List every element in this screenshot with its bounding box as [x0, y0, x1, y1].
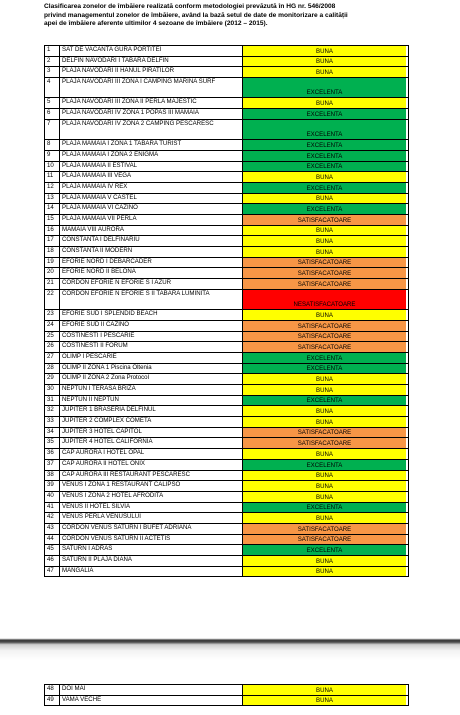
table-row — [45, 225, 408, 236]
table-row — [45, 363, 408, 374]
row-number: 31 — [45, 396, 60, 406]
zone-name: PLAJA MAMAIA I ZONA 2 ENIGMA — [60, 151, 243, 161]
heading-line-1: Clasificarea zonelor de îmbăiere realizată conform metodologiei prevăzută în HG nr. 546/2008 — [44, 3, 336, 10]
zone-name: OLIMP II ZONA 1 Piscina Oltenia — [60, 364, 243, 374]
row-number: 12 — [45, 183, 60, 193]
table-row — [45, 119, 408, 139]
table-row — [45, 66, 408, 77]
classification-status: BUNA — [243, 406, 406, 416]
row-number: 44 — [45, 535, 60, 545]
zone-name: CAP AURORA III RESTAURANT PESCARESC — [60, 471, 243, 481]
classification-status: BUNA — [243, 449, 406, 459]
zone-name: EFORIE NORD I DEBARCADER — [60, 258, 243, 268]
row-number: 30 — [45, 385, 60, 395]
table-row — [45, 193, 408, 204]
zone-name: VAMA VECHE — [60, 696, 243, 706]
zone-name: DELFIN NAVODARI I TABARA DELFIN — [60, 57, 243, 67]
zone-name: NEPTUN I TERASA BRIZA — [60, 385, 243, 395]
row-number: 38 — [45, 471, 60, 481]
classification-status: SATISFACATOARE — [243, 268, 406, 278]
zone-name: NEPTUN II NEPTUN — [60, 396, 243, 406]
zone-name: CONSTANTA II MODERN — [60, 247, 243, 257]
classification-status: BUNA — [243, 57, 406, 67]
bathing-zones-table — [44, 45, 409, 577]
classification-status: BUNA — [243, 492, 406, 502]
classification-status: EXCELENTA — [243, 396, 406, 406]
zone-name: VENUS PERLA VENUSULUI — [60, 513, 243, 523]
row-number: 40 — [45, 492, 60, 502]
table-row — [45, 523, 408, 534]
classification-status: SATISFACATOARE — [243, 215, 406, 225]
row-number: 49 — [45, 696, 60, 706]
table-row — [45, 97, 408, 108]
row-number: 10 — [45, 162, 60, 172]
zone-name: PLAJA NAVODARI IV ZONA 2 CAMPING PESCARESC — [60, 120, 243, 139]
row-number: 47 — [45, 567, 60, 577]
table-row — [45, 384, 408, 395]
table-row — [45, 427, 408, 438]
zone-name: OLIMP II ZONA 2 Zona Protocol — [60, 374, 243, 384]
row-number: 45 — [45, 545, 60, 555]
row-number: 24 — [45, 321, 60, 331]
row-number: 42 — [45, 513, 60, 523]
zone-name: PLAJA MAMAIA II ESTIVAL — [60, 162, 243, 172]
table-row — [45, 235, 408, 246]
zone-name: CORDON EFORIE N EFORIE S II TABARA LUMINITA — [60, 290, 243, 309]
zone-name: MAMAIA VIII AURORA — [60, 226, 243, 236]
row-number: 4 — [45, 78, 60, 97]
row-number: 11 — [45, 172, 60, 182]
classification-status: EXCELENTA — [243, 162, 406, 172]
zone-name: SATURN I ADRAS — [60, 545, 243, 555]
row-number: 46 — [45, 556, 60, 566]
zone-name: CAP AURORA II HOTEL ONIX — [60, 460, 243, 470]
row-number: 13 — [45, 194, 60, 204]
zone-name: EFORIE SUD II CAZINO — [60, 321, 243, 331]
table-row — [45, 150, 408, 161]
zone-name: CORDON EFORIE N EFORIE S I AZUR — [60, 279, 243, 289]
row-number: 34 — [45, 428, 60, 438]
row-number: 43 — [45, 524, 60, 534]
classification-status: BUNA — [243, 567, 406, 577]
classification-status: BUNA — [243, 46, 406, 56]
row-number: 20 — [45, 268, 60, 278]
row-number: 33 — [45, 417, 60, 427]
table-row — [45, 46, 408, 56]
classification-status: BUNA — [243, 194, 406, 204]
heading-line-2: privind managementul zonelor de îmbăiere, având la bază setul de date de monitorizare a calității — [44, 11, 348, 19]
row-number: 14 — [45, 204, 60, 214]
classification-status: EXCELENTA — [243, 140, 406, 150]
zone-name: JUPITER 3 HOTEL CAPITOL — [60, 428, 243, 438]
zone-name: CORDON VENUS SATURN II ACTETIS — [60, 535, 243, 545]
classification-status: EXCELENTA — [243, 109, 406, 119]
zone-name: SATURN II PLAJA DIANA — [60, 556, 243, 566]
row-number: 15 — [45, 215, 60, 225]
zone-name: EFORIE SUD I SPLENDID BEACH — [60, 310, 243, 320]
row-number: 29 — [45, 374, 60, 384]
row-number: 5 — [45, 98, 60, 108]
classification-status: SATISFACATOARE — [243, 438, 406, 448]
table-row — [45, 171, 408, 182]
zone-name: VENUS II HOTEL SILVIA — [60, 503, 243, 513]
classification-status: BUNA — [243, 374, 406, 384]
zone-name: CORDON VENUS SATURN I BUFET ADRIANA — [60, 524, 243, 534]
classification-status: EXCELENTA — [243, 503, 406, 513]
zone-name: CAP AURORA I HOTEL OPAL — [60, 449, 243, 459]
table-row — [45, 331, 408, 342]
zone-name: CONSTANTA I DELFINARIU — [60, 236, 243, 246]
classification-status: BUNA — [243, 247, 406, 257]
table-row — [45, 416, 408, 427]
zone-name: PLAJA NAVODARI III ZONA I CAMPING MARINA SURF — [60, 78, 243, 97]
row-number: 48 — [45, 685, 60, 695]
classification-status: BUNA — [243, 471, 406, 481]
row-number: 1 — [45, 46, 60, 56]
table-row — [45, 309, 408, 320]
classification-status: BUNA — [243, 236, 406, 246]
row-number: 17 — [45, 236, 60, 246]
row-number: 7 — [45, 120, 60, 139]
bathing-zones-table-continued — [44, 684, 409, 706]
table-row — [45, 341, 408, 352]
table-row — [45, 257, 408, 268]
row-number: 28 — [45, 364, 60, 374]
classification-status: BUNA — [243, 513, 406, 523]
row-number: 6 — [45, 109, 60, 119]
classification-status: SATISFACATOARE — [243, 342, 406, 352]
classification-status: SATISFACATOARE — [243, 321, 406, 331]
row-number: 3 — [45, 67, 60, 77]
zone-name: PLAJA MAMAIA V CASTEL — [60, 194, 243, 204]
zone-name: PLAJA NAVODARI III ZONA II PERLA MAJESTIC — [60, 98, 243, 108]
table-row — [45, 108, 408, 119]
table-row — [45, 695, 408, 706]
table-row — [45, 470, 408, 481]
classification-status: EXCELENTA — [243, 120, 406, 139]
classification-status: BUNA — [243, 172, 406, 182]
zone-name: PLAJA NAVODARI II HANUL PIRATILOR — [60, 67, 243, 77]
classification-status: NESATISFACATOARE — [243, 290, 406, 309]
table-row — [45, 246, 408, 257]
row-number: 35 — [45, 438, 60, 448]
table-row — [45, 480, 408, 491]
table-row — [45, 352, 408, 363]
zone-name: COSTINESTI I PESCARIE — [60, 332, 243, 342]
zone-name: PLAJA MAMAIA VI CAZINO — [60, 204, 243, 214]
row-number: 21 — [45, 279, 60, 289]
table-row — [45, 512, 408, 523]
table-row — [45, 320, 408, 331]
table-row — [45, 214, 408, 225]
row-number: 36 — [45, 449, 60, 459]
zone-name: JUPITER 4 HOTEL CALIFORNIA — [60, 438, 243, 448]
table-row — [45, 491, 408, 502]
row-number: 23 — [45, 310, 60, 320]
table-row — [45, 448, 408, 459]
table-row — [45, 267, 408, 278]
row-number: 27 — [45, 353, 60, 363]
zone-name: PLAJA MAMAIA III VEGA — [60, 172, 243, 182]
classification-status: SATISFACATOARE — [243, 524, 406, 534]
table-row — [45, 566, 408, 577]
classification-status: BUNA — [243, 310, 406, 320]
table-row — [45, 77, 408, 97]
table-row — [45, 278, 408, 289]
classification-status: BUNA — [243, 696, 406, 706]
row-number: 25 — [45, 332, 60, 342]
classification-status: BUNA — [243, 481, 406, 491]
table-row — [45, 685, 408, 695]
classification-status: BUNA — [243, 98, 406, 108]
classification-status: EXCELENTA — [243, 460, 406, 470]
page-break-shadow — [0, 628, 460, 660]
classification-status: EXCELENTA — [243, 183, 406, 193]
row-number: 9 — [45, 151, 60, 161]
classification-status: BUNA — [243, 385, 406, 395]
classification-status: BUNA — [243, 417, 406, 427]
classification-status: SATISFACATOARE — [243, 332, 406, 342]
classification-status: BUNA — [243, 226, 406, 236]
zone-name: PLAJA MAMAIA I ZONA 1 TABARA TURIST — [60, 140, 243, 150]
table-row — [45, 502, 408, 513]
zone-name: EFORIE NORD II BELONA — [60, 268, 243, 278]
classification-status: EXCELENTA — [243, 78, 406, 97]
classification-status: SATISFACATOARE — [243, 428, 406, 438]
zone-name: MANGALIA — [60, 567, 243, 577]
zone-name: VENUS I ZONA 1 RESTAURANT CALIPSO — [60, 481, 243, 491]
classification-status: BUNA — [243, 685, 406, 695]
table-row — [45, 555, 408, 566]
row-number: 19 — [45, 258, 60, 268]
classification-status: EXCELENTA — [243, 353, 406, 363]
table-row — [45, 161, 408, 172]
row-number: 22 — [45, 290, 60, 309]
classification-status: SATISFACATOARE — [243, 535, 406, 545]
table-row — [45, 437, 408, 448]
classification-status: BUNA — [243, 556, 406, 566]
classification-status: EXCELENTA — [243, 151, 406, 161]
row-number: 2 — [45, 57, 60, 67]
zone-name: PLAJA NAVODARI IV ZONA 1 POPAS III MAMAIA — [60, 109, 243, 119]
table-row — [45, 289, 408, 309]
table-row — [45, 203, 408, 214]
heading-line-3: apei de îmbăiere aferente ultimilor 4 sezoane de îmbăiere (2012 – 2015). — [44, 20, 268, 28]
page-heading — [44, 3, 416, 29]
row-number: 39 — [45, 481, 60, 491]
zone-name: JUPITER 1 BRASERIA DELFINUL — [60, 406, 243, 416]
classification-status: SATISFACATOARE — [243, 279, 406, 289]
row-number: 37 — [45, 460, 60, 470]
row-number: 8 — [45, 140, 60, 150]
table-row — [45, 534, 408, 545]
zone-name: PLAJA MAMAIA IV REX — [60, 183, 243, 193]
table-row — [45, 182, 408, 193]
zone-name: DOI MAI — [60, 685, 243, 695]
zone-name: SAT DE VACANTA GURA PORTITEI — [60, 46, 243, 56]
zone-name: VENUS I ZONA 2 HOTEL AFRODITA — [60, 492, 243, 502]
zone-name: COSTINESTI II FORUM — [60, 342, 243, 352]
classification-status: EXCELENTA — [243, 545, 406, 555]
table-row — [45, 459, 408, 470]
table-row — [45, 56, 408, 67]
zone-name: PLAJA MAMAIA VII PERLA — [60, 215, 243, 225]
row-number: 26 — [45, 342, 60, 352]
classification-status: EXCELENTA — [243, 364, 406, 374]
row-number: 18 — [45, 247, 60, 257]
table-row — [45, 139, 408, 150]
row-number: 16 — [45, 226, 60, 236]
table-row — [45, 544, 408, 555]
row-number: 32 — [45, 406, 60, 416]
table-row — [45, 373, 408, 384]
classification-status: EXCELENTA — [243, 204, 406, 214]
table-row — [45, 395, 408, 406]
zone-name: OLIMP I PESCARIE — [60, 353, 243, 363]
row-number: 41 — [45, 503, 60, 513]
table-row — [45, 405, 408, 416]
classification-status: BUNA — [243, 67, 406, 77]
classification-status: SATISFACATOARE — [243, 258, 406, 268]
zone-name: JUPITER 2 COMPLEX COMETA — [60, 417, 243, 427]
